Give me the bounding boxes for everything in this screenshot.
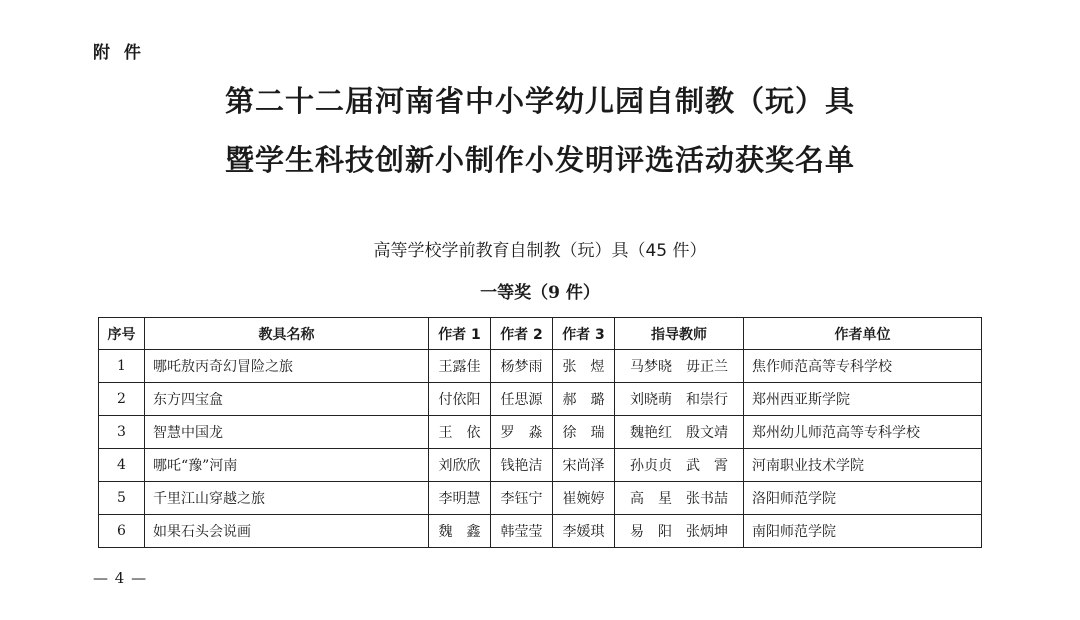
row-author-2: 杨梦雨	[491, 350, 553, 383]
column-header-author-3: 作者 3	[553, 318, 615, 350]
row-institution: 郑州幼儿师范高等专科学校	[744, 416, 982, 449]
row-author-3: 郝 璐	[553, 383, 615, 416]
row-toy-name: 东方四宝盒	[145, 383, 429, 416]
row-author-1: 李明慧	[429, 482, 491, 515]
column-header-author-1: 作者 1	[429, 318, 491, 350]
table-row	[99, 350, 982, 383]
page-number: — 4 —	[93, 569, 148, 587]
row-institution: 洛阳师范学院	[744, 482, 982, 515]
row-author-2: 李钰宁	[491, 482, 553, 515]
row-index: 3	[99, 416, 145, 449]
row-advisor: 刘晓萌 和崇行	[615, 383, 744, 416]
document-title-line-2: 暨学生科技创新小制作小发明评选活动获奖名单	[224, 143, 855, 177]
table-header-row	[99, 318, 982, 350]
row-author-1: 王 依	[429, 416, 491, 449]
row-index: 2	[99, 383, 145, 416]
row-index: 5	[99, 482, 145, 515]
row-author-3: 李媛琪	[553, 515, 615, 548]
row-institution: 郑州西亚斯学院	[744, 383, 982, 416]
row-author-1: 魏 鑫	[429, 515, 491, 548]
row-index: 1	[99, 350, 145, 383]
table-row	[99, 482, 982, 515]
row-institution: 焦作师范高等专科学校	[744, 350, 982, 383]
row-advisor: 魏艳红 殷文靖	[615, 416, 744, 449]
row-advisor: 孙贞贞 武 霄	[615, 449, 744, 482]
row-index: 6	[99, 515, 145, 548]
row-toy-name: 千里江山穿越之旅	[145, 482, 429, 515]
row-toy-name: 哪吒“豫”河南	[145, 449, 429, 482]
row-author-3: 宋尚泽	[553, 449, 615, 482]
section-heading: 高等学校学前教育自制教（玩）具（45 件）	[373, 241, 707, 261]
table-row	[99, 449, 982, 482]
row-advisor: 马梦晓 毋正兰	[615, 350, 744, 383]
attachment-label: 附 件	[93, 43, 145, 63]
row-author-3: 徐 瑞	[553, 416, 615, 449]
row-toy-name: 如果石头会说画	[145, 515, 429, 548]
row-author-1: 王露佳	[429, 350, 491, 383]
row-author-2: 韩莹莹	[491, 515, 553, 548]
row-author-1: 付依阳	[429, 383, 491, 416]
row-institution: 南阳师范学院	[744, 515, 982, 548]
row-author-2: 任思源	[491, 383, 553, 416]
column-header-author-2: 作者 2	[491, 318, 553, 350]
column-header-advisor: 指导教师	[615, 318, 744, 350]
row-author-2: 罗 淼	[491, 416, 553, 449]
row-toy-name: 智慧中国龙	[145, 416, 429, 449]
row-author-3: 张 煜	[553, 350, 615, 383]
column-header-index: 序号	[99, 318, 145, 350]
row-author-2: 钱艳洁	[491, 449, 553, 482]
row-author-1: 刘欣欣	[429, 449, 491, 482]
award-level-heading: 一等奖（9 件）	[480, 283, 600, 303]
column-header-institution: 作者单位	[744, 318, 982, 350]
column-header-name: 教具名称	[145, 318, 429, 350]
table-row	[99, 515, 982, 548]
document-title-line-1: 第二十二届河南省中小学幼儿园自制教（玩）具	[224, 84, 855, 118]
row-author-3: 崔婉婷	[553, 482, 615, 515]
row-toy-name: 哪吒敖丙奇幻冒险之旅	[145, 350, 429, 383]
table-row	[99, 383, 982, 416]
row-advisor: 高 星 张书喆	[615, 482, 744, 515]
row-index: 4	[99, 449, 145, 482]
row-institution: 河南职业技术学院	[744, 449, 982, 482]
row-advisor: 易 阳 张炳坤	[615, 515, 744, 548]
award-table	[98, 317, 982, 548]
table-row	[99, 416, 982, 449]
